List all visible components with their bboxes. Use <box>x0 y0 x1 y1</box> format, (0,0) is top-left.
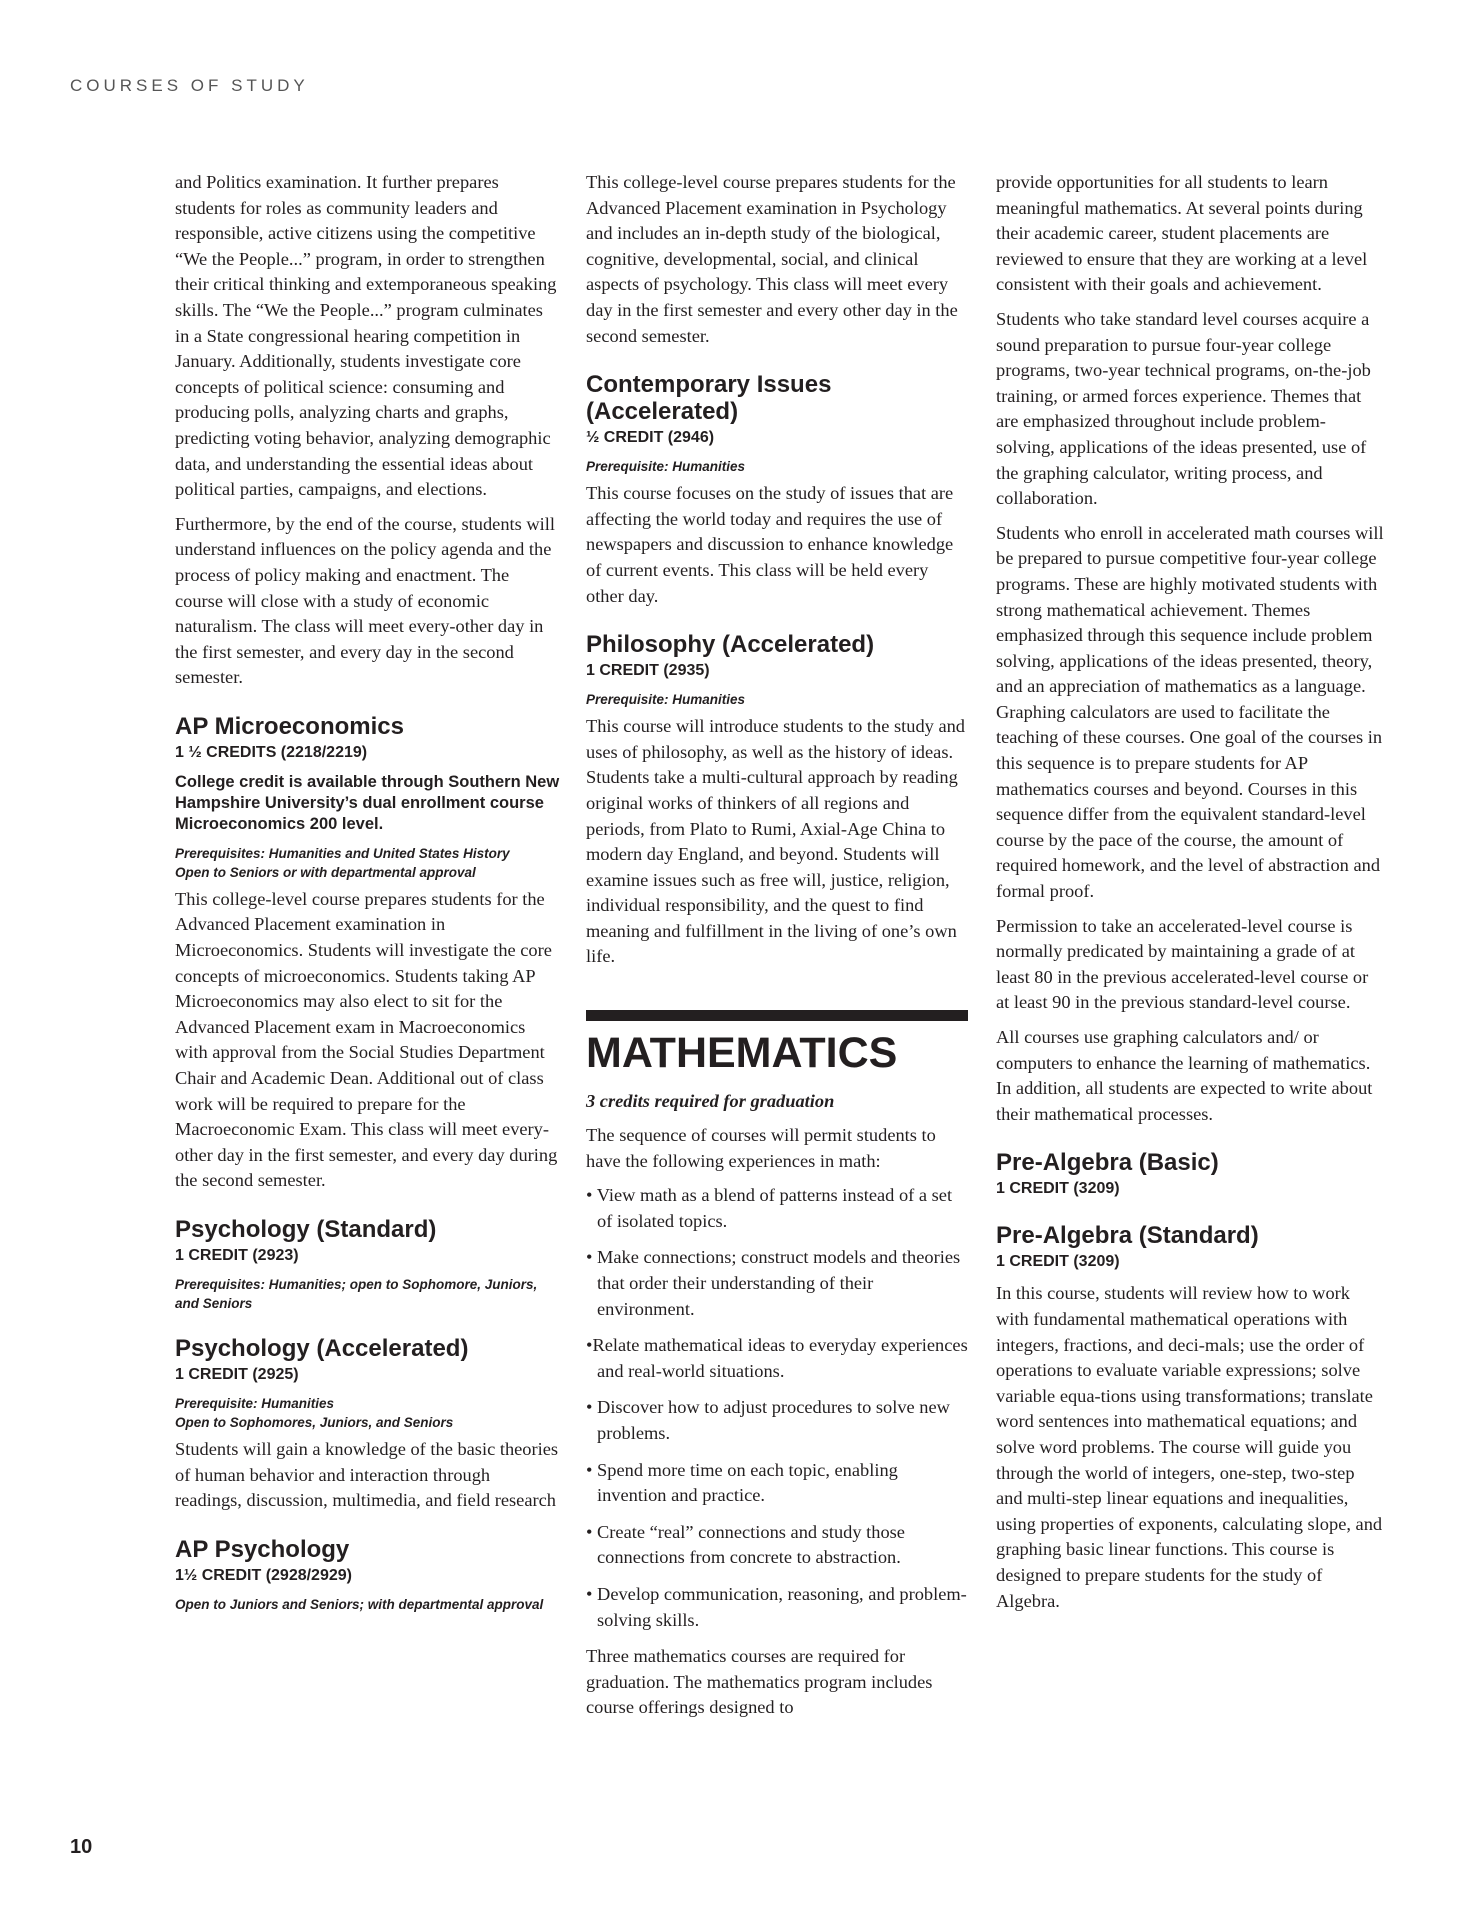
course-prerequisite: Prerequisite: Humanities <box>586 459 746 475</box>
course-title-psychology-accelerated: Psychology (Accelerated) <box>175 1335 469 1362</box>
list-item: • Create “real” connections and study those connections from concrete to abstraction. <box>586 1521 905 1568</box>
course-credit: 1 ½ CREDITS (2218/2219) <box>175 743 368 761</box>
list-item: • View math as a blend of patterns instead of a set of isolated topics. <box>586 1185 953 1231</box>
course-title-ap-psychology: AP Psychology <box>175 1535 350 1563</box>
paragraph: All courses use graphing calculators and/ or computers to enhance the learning of mathematics. In addition, all students are expected to write about their mathematical processes. <box>996 1027 1373 1124</box>
course-prerequisite: Prerequisites: Humanities; open to Sophomore, Juniors, and Seniors <box>175 1277 538 1311</box>
course-title-pre-algebra-standard: Pre-Algebra (Standard) <box>996 1222 1259 1250</box>
section-divider-bar <box>586 1010 968 1021</box>
course-title-psychology-standard: Psychology (Standard) <box>175 1216 437 1243</box>
college-credit-note: College credit is available through Southern New Hampshire University’s dual enrollment course Microeconomics 200 level. <box>175 772 560 833</box>
course-prerequisite: Open to Juniors and Seniors; with departmental approval <box>175 1596 544 1612</box>
course-prerequisite: Prerequisite: Humanities Open to Sophomores, Juniors, and Seniors <box>175 1396 454 1430</box>
paragraph: Furthermore, by the end of the course, students will understand influences on the policy agenda and the process of policy making and enactment. The course will close with a study of economic naturalism. The class will meet every-other day in the first semester, and every day in the second semester. <box>175 513 555 688</box>
course-credit: 1 CREDIT (2935) <box>586 662 710 680</box>
list-item: •Relate mathematical ideas to everyday experiences and real-world situations. <box>586 1335 968 1381</box>
course-description: This college-level course prepares students for the Advanced Placement examination in Psychology and includes an in-depth study of the biological, cognitive, developmental, social, and clinical aspects of psychology. This class will meet every day in the first semester and every other day in the second semester. <box>586 172 958 346</box>
list-item: • Develop communication, reasoning, and problem-solving skills. <box>586 1583 967 1630</box>
page-number: 10 <box>70 1836 93 1858</box>
course-description: This college-level course prepares students for the Advanced Placement examination in Microeconomics. Students will investigate the core concepts of microeconomics. Students taking AP Microeconomics may also elect to sit for the Advanced Placement exam in Macroeconomics with approval from the Social Studies Department Chair and Academic Dean. Additional out of class work will be required to prepare for the Macroeconomic Exam. This class will meet every-other day in the first semester, and every day during the second semester. <box>175 888 558 1191</box>
paragraph: and Politics examination. It further prepares students for roles as community leaders and responsible, active citizens using the competitive “We the People...” program, in order to strengthen their critical thinking and extemporaneous speaking skills. The “We the People...” program culminates in a State congressional hearing competition in January. Additionally, students investigate core concepts of political science: consuming and producing polls, analyzing charts and graphs, predicting voting behavior, analyzing demographic data, and understanding the essential ideas about political parties, campaigns, and elections. <box>175 172 557 500</box>
paragraph: Students who take standard level courses acquire a sound preparation to pursue four-year college programs, two-year technical programs, on-the-job training, or armed forces experience. Themes that are emphasized throughout include problem-solving, applications of the ideas presented, use of the graphing calculator, writing process, and collaboration. <box>996 308 1371 509</box>
course-credit: ½ CREDIT (2946) <box>586 429 715 447</box>
course-credit: 1 CREDIT (3209) <box>996 1180 1120 1198</box>
course-description: This course will introduce students to the study and uses of philosophy, as well as the history of ideas. Students take a multi-cultural approach by reading original works of thinkers of all regions and periods, from Plato to Rumi, Axial-Age China to modern day England, and beyond. Students will examine issues such as free will, justice, religion, individual responsibility, and the quest to find meaning and fulfillment in the living of one’s own life. <box>586 716 965 967</box>
course-description: In this course, students will review how to work with fundamental mathematical operations with integers, fractions, and deci-mals; use the order of operations to evaluate variable expressions; solve variable equa-tions using transformations; translate word sentences into mathematical equations; and solve word problems. The course will guide you through the world of integers, one-step, two-step and multi-step linear equations and inequalities, using properties of exponents, calculating slope, and graphing basic linear functions. This course is designed to prepare students for the study of Algebra. <box>996 1283 1383 1611</box>
running-header: COURSES OF STUDY <box>70 76 309 95</box>
course-credit: 1½ CREDIT (2928/2929) <box>175 1566 352 1584</box>
course-title-ap-microeconomics: AP Microeconomics <box>175 712 404 740</box>
paragraph: The sequence of courses will permit students to have the following experiences in math: <box>586 1125 936 1171</box>
experience-list <box>586 1183 968 1633</box>
course-title-contemporary-issues: Contemporary Issues (Accelerated) <box>586 371 832 426</box>
column-3 <box>996 170 1384 1623</box>
paragraph: provide opportunities for all students to learn meaningful mathematics. At several points during their academic career, student placements are reviewed to ensure that they are working at a level consistent with their goals and achievement. <box>996 172 1368 295</box>
course-description: Students will gain a knowledge of the basic theories of human behavior and interaction through readings, discussion, multimedia, and field research <box>175 1439 559 1511</box>
course-credit: 1 CREDIT (2923) <box>175 1247 299 1264</box>
paragraph: Three mathematics courses are required for graduation. The mathematics program includes course offerings designed to <box>586 1646 933 1718</box>
column-1 <box>175 170 560 1619</box>
course-title-pre-algebra-basic: Pre-Algebra (Basic) <box>996 1149 1219 1177</box>
course-description: This course focuses on the study of issues that are affecting the world today and requires the use of newspapers and discussion to enhance knowledge of current events. This class will be held every other day. <box>586 483 954 606</box>
paragraph: Students who enroll in accelerated math courses will be prepared to pursue competitive four-year college programs. These are highly motivated students with strong mathematical achievement. Themes emphasized through this sequence include problem solving, applications of the ideas presented, theory, and an appreciation of mathematics as a language. Graphing calculators are used to facilitate the teaching of these courses. One goal of the courses in this sequence is to prepare students for AP mathematics courses and beyond. Courses in this sequence differ from the equivalent standard-level course by the pace of the course, the amount of required homework, and the level of abstraction and formal proof. <box>996 522 1384 902</box>
paragraph: Permission to take an accelerated-level course is normally predicated by maintaining a grade of at least 80 in the previous accelerated-level course or at least 90 in the previous standard-level course. <box>996 915 1369 1013</box>
list-item: • Make connections; construct models and theories that order their understanding of their environment. <box>586 1247 961 1319</box>
course-title-philosophy: Philosophy (Accelerated) <box>586 631 875 659</box>
list-item: • Spend more time on each topic, enabling invention and practice. <box>586 1459 898 1506</box>
section-title-mathematics: MATHEMATICS <box>586 1029 898 1078</box>
course-credit: 1 CREDIT (2925) <box>175 1366 299 1383</box>
course-prerequisite: Prerequisite: Humanities <box>586 692 746 708</box>
column-2 <box>586 170 968 1730</box>
graduation-requirement: 3 credits required for graduation <box>586 1091 835 1112</box>
list-item: • Discover how to adjust procedures to solve new problems. <box>586 1397 950 1443</box>
course-credit: 1 CREDIT (3209) <box>996 1253 1120 1271</box>
course-prerequisite: Prerequisites: Humanities and United States History Open to Seniors or with departmental approval <box>175 845 510 880</box>
